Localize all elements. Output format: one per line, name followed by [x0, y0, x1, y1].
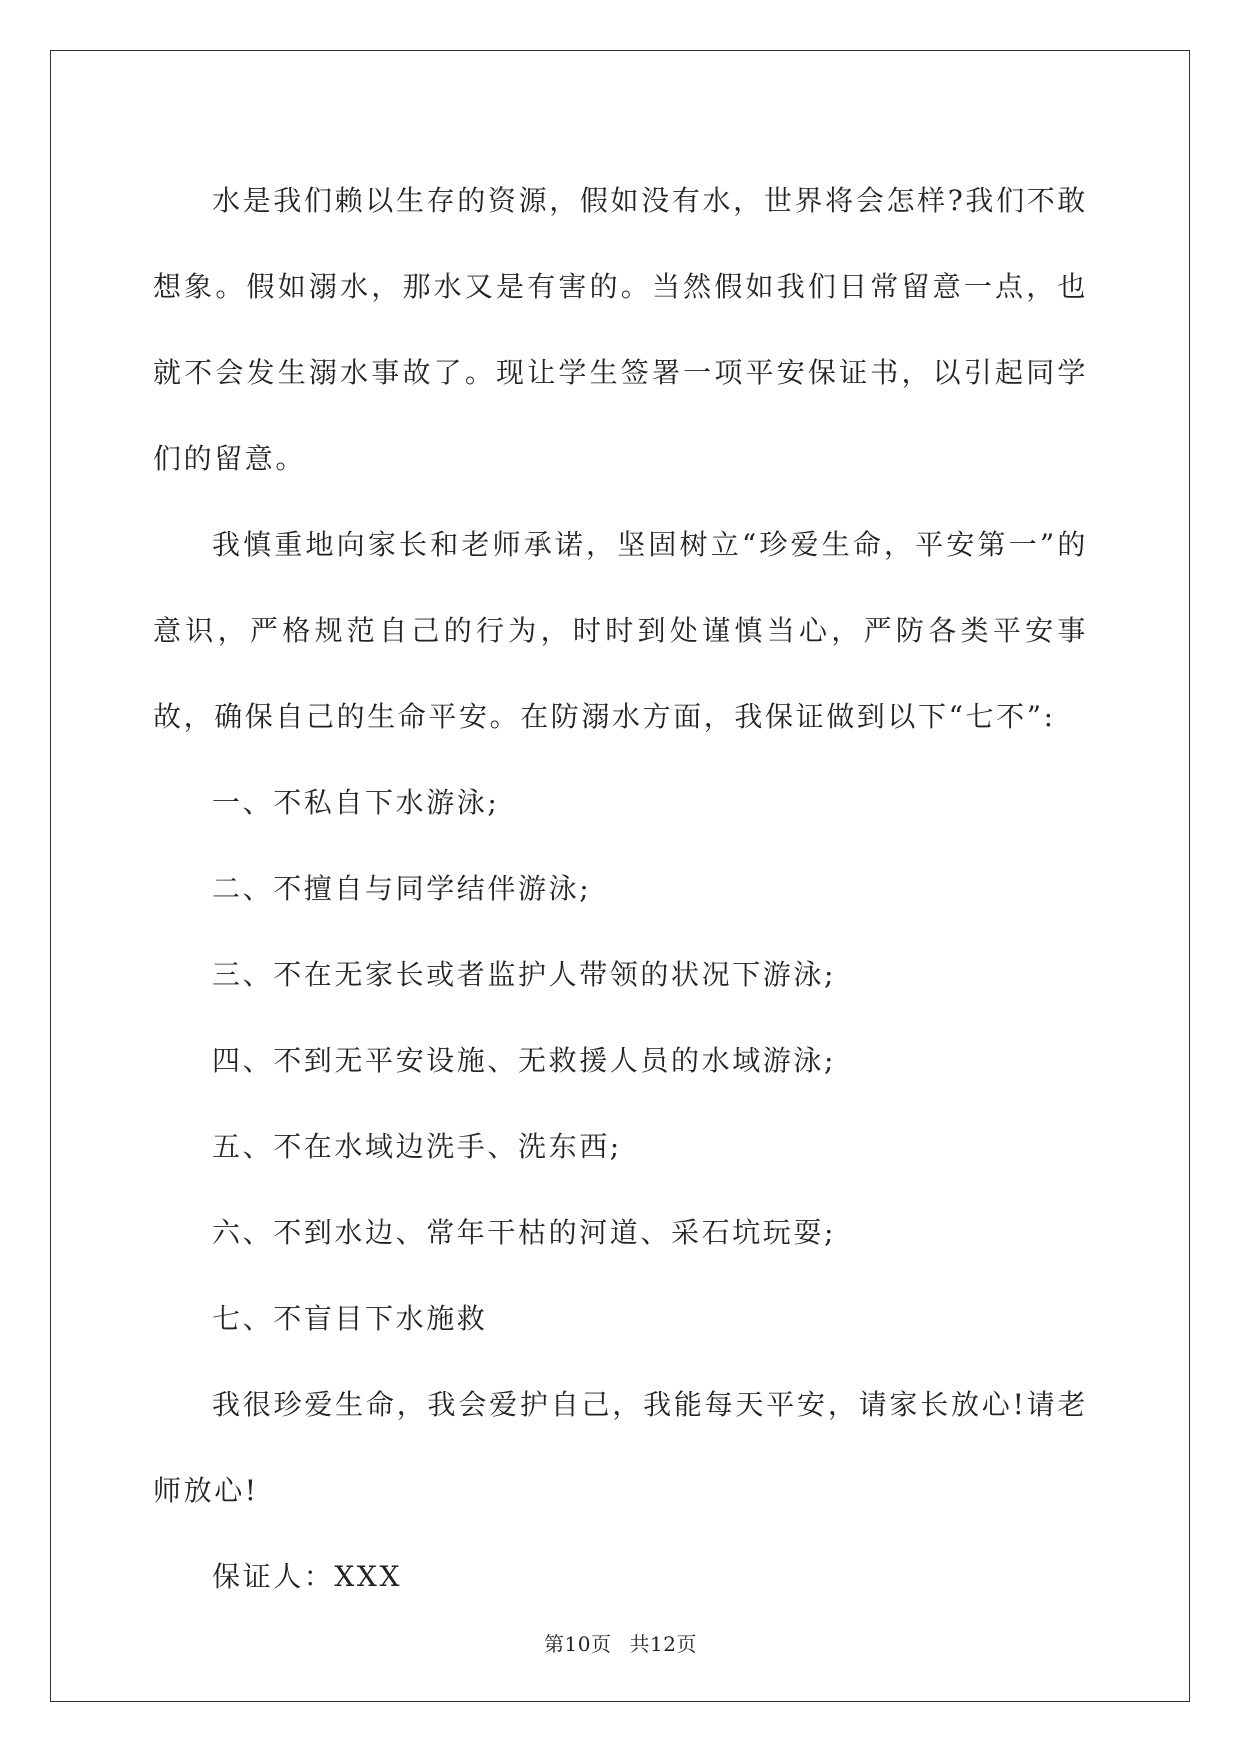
- rule-item-7: 七、不盲目下水施救: [212, 1302, 488, 1335]
- rule-item-5: 五、不在水域边洗手、洗东西;: [212, 1130, 622, 1163]
- intro-paragraph: 水是我们赖以生存的资源，假如没有水，世界将会怎样?我们不敢想象。假如溺水，那水又是有害的。当然假如我们日常留意一点，也就不会发生溺水事故了。现让学生签署一项平安保证书，以引起同学们的留意。: [153, 184, 1088, 475]
- document-body: [153, 158, 1088, 1620]
- rule-item-2: 二、不擅自与同学结伴游泳;: [212, 872, 592, 905]
- rule-item-1: 一、不私自下水游泳;: [212, 786, 500, 819]
- page-number-current: 第10页: [544, 1632, 612, 1656]
- pledge-paragraph: 我慎重地向家长和老师承诺，坚固树立“珍爱生命，平安第一”的意识，严格规范自己的行为，时时到处谨慎当心，严防各类平安事故，确保自己的生命平安。在防溺水方面，我保证做到以下“七不”:: [153, 528, 1088, 733]
- page-footer: [0, 1628, 1241, 1657]
- rule-item-6: 六、不到水边、常年干枯的河道、采石坑玩耍;: [212, 1216, 837, 1249]
- guarantor-line: 保证人：XXX: [212, 1560, 403, 1593]
- rule-item-4: 四、不到无平安设施、无救援人员的水域游泳;: [212, 1044, 837, 1077]
- closing-paragraph: 我很珍爱生命，我会爱护自己，我能每天平安，请家长放心!请老师放心!: [153, 1388, 1088, 1507]
- page-number-total: 共12页: [629, 1632, 697, 1656]
- rule-item-3: 三、不在无家长或者监护人带领的状况下游泳;: [212, 958, 837, 991]
